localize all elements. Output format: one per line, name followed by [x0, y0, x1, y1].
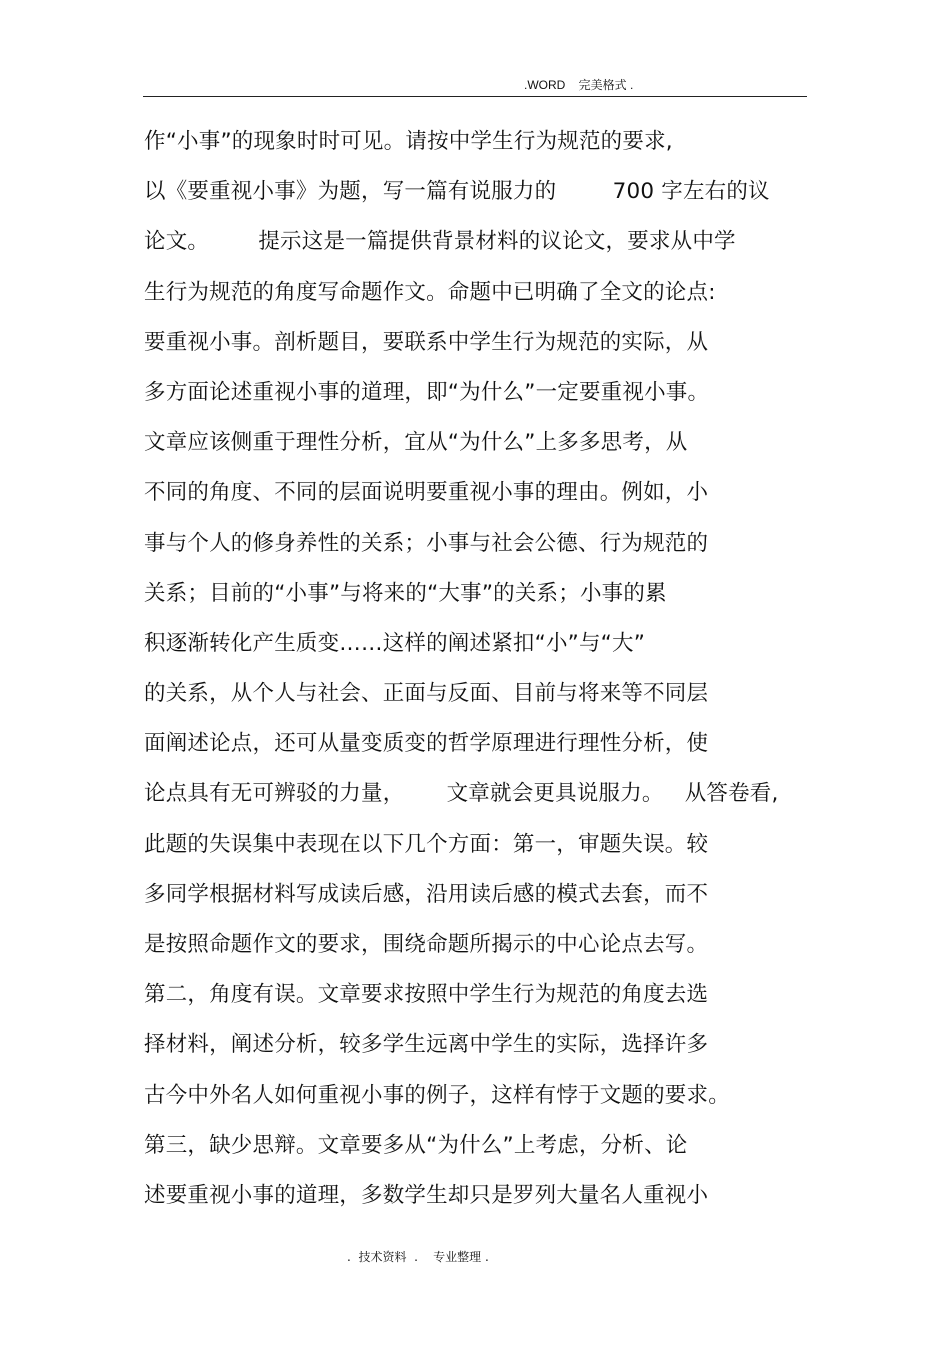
header-divider — [143, 96, 807, 97]
document-body — [144, 120, 824, 1224]
text-line: 生行为规范的角度写命题作文。命题中已明确了全文的论点: — [144, 279, 716, 305]
text-line: 述要重视小事的道理，多数学生却只是罗列大量名人重视小 — [144, 1182, 709, 1208]
text-line: 是按照命题作文的要求，围绕命题所揭示的中心论点去写。 — [144, 932, 709, 957]
text-line: 面阐述论点，还可从量变质变的哲学原理进行理性分析，使 — [144, 731, 709, 757]
page-header — [0, 76, 950, 94]
text-line: 第三，缺少思辩。文章要多从“为什么”上考虑，分析、论 — [144, 1132, 688, 1158]
header-text: .WORD 完美格式 . — [524, 78, 634, 92]
text-line: 要重视小事。剖析题目，要联系中学生行为规范的实际，从 — [144, 329, 709, 355]
text-line: 第二，角度有误。文章要求按照中学生行为规范的角度去选 — [144, 982, 709, 1008]
text-line: 古今中外名人如何重视小事的例子，这样有悖于文题的要求。 — [144, 1082, 730, 1108]
text-line: 作“小事”的现象时时可见。请按中学生行为规范的要求, — [144, 129, 673, 154]
text-line: 此题的失误集中表现在以下几个方面：第一，审题失误。较 — [144, 831, 709, 857]
text-line: 的关系，从个人与社会、正面与反面、目前与将来等不同层 — [144, 681, 709, 707]
text-line: 不同的角度、不同的层面说明要重视小事的理由。例如，小 — [144, 480, 709, 506]
text-line: 事与个人的修身养性的关系；小事与社会公德、行为规范的 — [144, 530, 709, 556]
text-line: 关系；目前的“小事”与将来的“大事”的关系；小事的累 — [144, 580, 667, 606]
footer-text: . 技术资料 . 专业整理 . — [347, 1250, 489, 1264]
text-line: 以《要重视小事》为题，写一篇有说服力的 700 字左右的议 — [144, 179, 770, 205]
text-line: 多方面论述重视小事的道理，即“为什么”一定要重视小事。 — [144, 379, 710, 405]
text-line: 择材料，阐述分析，较多学生远离中学生的实际，选择许多 — [144, 1032, 709, 1058]
text-line: 积逐渐转化产生质变……这样的阐述紧扣“小”与“大” — [144, 630, 646, 656]
text-line: 论文。 提示这是一篇提供背景材料的议论文，要求从中学 — [144, 229, 736, 255]
text-line: 多同学根据材料写成读后感，沿用读后感的模式去套，而不 — [144, 881, 709, 907]
text-line: 文章应该侧重于理性分析，宜从“为什么”上多多思考，从 — [144, 430, 688, 456]
text-line: 论点具有无可辨驳的力量， 文章就会更具说服力。 从答卷看, — [144, 781, 779, 807]
